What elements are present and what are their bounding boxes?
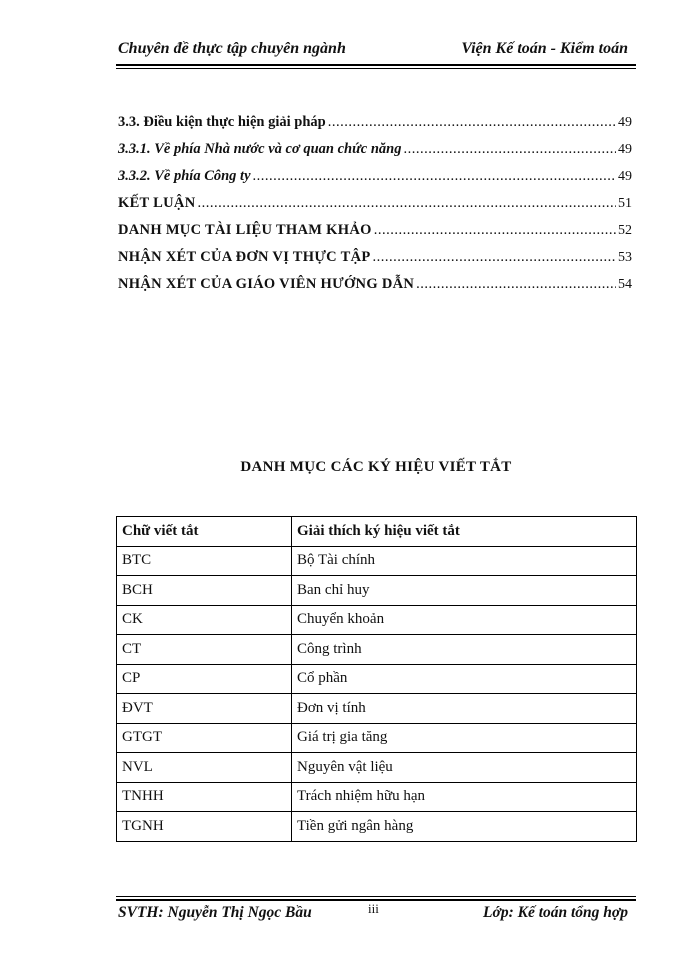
abbreviation-cell: NVL [117, 753, 292, 783]
toc-leader-dots [416, 276, 616, 293]
header-rule-thin [116, 68, 636, 69]
abbreviation-cell: GTGT [117, 723, 292, 753]
abbreviations-title: DANH MỤC CÁC KÝ HIỆU VIẾT TẮT [240, 459, 512, 475]
column-header-explanation: Giải thích ký hiệu viết tắt [292, 517, 637, 547]
header-left-title: Chuyên đề thực tập chuyên ngành [118, 40, 346, 57]
explanation-cell: Trách nhiệm hữu hạn [292, 782, 637, 812]
toc-entry-title: 3.3. Điều kiện thực hiện giải pháp [118, 114, 326, 130]
abbreviation-cell: ĐVT [117, 694, 292, 724]
toc-leader-dots [328, 114, 616, 131]
explanation-cell: Cổ phần [292, 664, 637, 694]
table-row [117, 664, 637, 694]
page-header [118, 40, 628, 64]
toc-entry-page: 49 [618, 169, 632, 184]
table-row [117, 782, 637, 812]
header-rule-thick [116, 64, 636, 66]
toc-entry-page: 53 [618, 250, 632, 265]
toc-entry-title: 3.3.2. Về phía Công ty [118, 168, 251, 184]
table-of-contents [118, 114, 632, 303]
toc-entry[interactable] [118, 222, 632, 249]
table-row [117, 576, 637, 606]
toc-leader-dots [404, 141, 617, 158]
page-footer [118, 901, 628, 926]
abbreviation-cell: TGNH [117, 812, 292, 842]
footer-rule-thin [116, 896, 636, 897]
toc-entry-title: NHẬN XÉT CỦA GIÁO VIÊN HƯỚNG DẪN [118, 276, 415, 292]
toc-entry-title: KẾT LUẬN [118, 195, 196, 211]
toc-entry-title: 3.3.1. Về phía Nhà nước và cơ quan chức năng [118, 141, 402, 157]
abbreviation-cell: CK [117, 605, 292, 635]
toc-entry-page: 54 [618, 277, 632, 292]
header-right-title: Viện Kế toán - Kiểm toán [461, 40, 628, 57]
explanation-cell: Đơn vị tính [292, 694, 637, 724]
toc-entry-page: 49 [618, 142, 632, 157]
toc-entry[interactable] [118, 195, 632, 222]
abbreviation-cell: BTC [117, 546, 292, 576]
toc-entry-title: DANH MỤC TÀI LIỆU THAM KHẢO [118, 222, 372, 238]
toc-leader-dots [253, 168, 616, 185]
footer-class-name: Lớp: Kế toán tổng hợp [483, 904, 628, 921]
column-header-abbreviation: Chữ viết tắt [117, 517, 292, 547]
table-row [117, 753, 637, 783]
toc-leader-dots [374, 222, 616, 239]
toc-entry[interactable] [118, 249, 632, 276]
table-row [117, 694, 637, 724]
table-header-row [117, 517, 637, 547]
toc-entry-page: 49 [618, 115, 632, 130]
toc-entry[interactable] [118, 114, 632, 141]
abbreviation-cell: CT [117, 635, 292, 665]
explanation-cell: Chuyển khoản [292, 605, 637, 635]
explanation-cell: Tiền gửi ngân hàng [292, 812, 637, 842]
abbreviation-cell: CP [117, 664, 292, 694]
explanation-cell: Nguyên vật liệu [292, 753, 637, 783]
toc-entry[interactable] [118, 168, 632, 195]
toc-leader-dots [373, 249, 616, 266]
table-row [117, 546, 637, 576]
explanation-cell: Bộ Tài chính [292, 546, 637, 576]
toc-entry-page: 52 [618, 223, 632, 238]
toc-entry-title: NHẬN XÉT CỦA ĐƠN VỊ THỰC TẬP [118, 249, 371, 265]
footer-student-name: SVTH: Nguyễn Thị Ngọc Bầu [118, 904, 312, 921]
explanation-cell: Ban chỉ huy [292, 576, 637, 606]
explanation-cell: Công trình [292, 635, 637, 665]
explanation-cell: Giá trị gia tăng [292, 723, 637, 753]
toc-entry-page: 51 [618, 196, 632, 211]
table-row [117, 723, 637, 753]
toc-entry[interactable] [118, 276, 632, 303]
abbreviations-table [116, 516, 637, 842]
abbreviation-cell: BCH [117, 576, 292, 606]
table-row [117, 812, 637, 842]
table-row [117, 635, 637, 665]
toc-entry[interactable] [118, 141, 632, 168]
footer-page-number: iii [368, 901, 379, 916]
abbreviation-cell: TNHH [117, 782, 292, 812]
toc-leader-dots [197, 195, 616, 212]
table-row [117, 605, 637, 635]
